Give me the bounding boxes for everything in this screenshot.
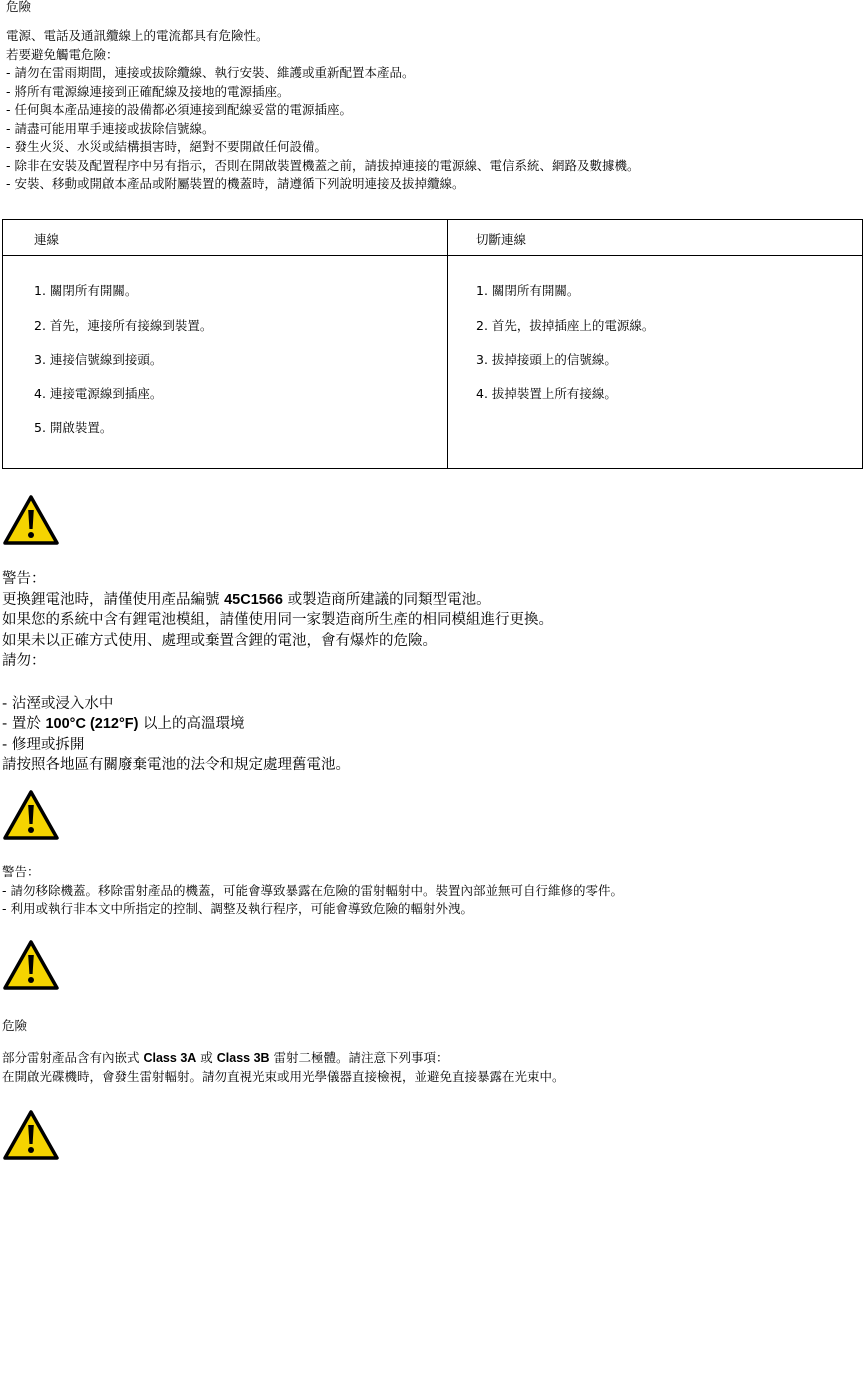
danger-line: - 任何與本產品連接的設備都必須連接到配線妥當的電源插座。 — [6, 102, 352, 117]
warning-triangle-icon — [2, 939, 60, 991]
laser-caution-title: 警告： — [2, 864, 40, 879]
battery-caution-title: 警告： — [2, 571, 46, 587]
danger-line: - 安裝、移動或開啟本產品或附屬裝置的機蓋時，請遵循下列說明連接及拔掉纜線。 — [6, 176, 465, 191]
battery-line: 請按照各地區有關廢棄電池的法令和規定處理舊電池。 — [2, 757, 350, 773]
laser-caution-line: - 利用或執行非本文中所指定的控制、調整及執行程序，可能會導致危險的輻射外洩。 — [2, 901, 473, 916]
connect-step: 2. 首先，連接所有接線到裝置。 — [34, 318, 213, 333]
battery-item — [2, 714, 553, 735]
danger-line: - 請勿在雷雨期間，連接或拔除纜線、執行安裝、維護或重新配置本產品。 — [6, 65, 415, 80]
connect-step: 3. 連接信號線到接頭。 — [34, 352, 163, 367]
battery-item: - 沾溼或浸入水中 — [2, 695, 114, 712]
battery-item-text: - 置於 — [2, 716, 46, 732]
danger-text — [6, 27, 640, 194]
laser-class-3b: Class 3B — [216, 1051, 270, 1065]
cable-table — [2, 219, 863, 469]
connect-step: 1. 關閉所有開關。 — [34, 283, 138, 298]
danger-line: - 除非在安裝及配置程序中另有指示，否則在開啟裝置機蓋之前，請拔掉連接的電源線、電信系統、網路及數據機。 — [6, 157, 640, 173]
danger-line: - 將所有電源線連接到正確配線及接地的電源插座。 — [6, 83, 290, 99]
battery-line — [2, 590, 553, 611]
laser-danger-text — [2, 1049, 565, 1086]
battery-line: 如果您的系統中含有鋰電池模組，請僅使用同一家製造商所生產的相同模組進行更換。 — [2, 612, 553, 628]
table-column-divider — [447, 220, 448, 468]
battery-item-text: 以上的高溫環境 — [138, 716, 245, 732]
temperature-limit: 100°C (212°F) — [45, 716, 139, 732]
battery-line: 請勿： — [2, 653, 46, 669]
danger-line: - 發生火災、水災或結構損害時，絕對不要開啟任何設備。 — [6, 139, 327, 154]
connect-header: 連線 — [34, 232, 60, 247]
laser-danger-text-part: 雷射二極體。請注意下列事項： — [269, 1050, 449, 1065]
warning-triangle-icon — [2, 789, 60, 841]
warning-triangle-icon — [2, 494, 60, 546]
warning-triangle-icon — [2, 1109, 60, 1161]
table-header-divider — [3, 255, 862, 256]
laser-danger-title: 危險 — [2, 1018, 28, 1033]
laser-danger-text-part: 部分雷射產品含有內嵌式 — [2, 1050, 144, 1065]
laser-danger-line: 在開啟光碟機時，會發生雷射輻射。請勿直視光束或用光學儀器直接檢視，並避免直接暴露在光束中。 — [2, 1068, 565, 1084]
battery-line: 如果未以正確方式使用、處理或棄置含鋰的電池，會有爆炸的危險。 — [2, 632, 437, 649]
battery-item: - 修理或拆開 — [2, 736, 85, 753]
disconnect-step: 4. 拔掉裝置上所有接線。 — [476, 386, 617, 401]
battery-caution — [2, 569, 553, 776]
battery-line-text: 更換鋰電池時，請僅使用產品編號 — [2, 591, 225, 608]
part-number: 45C1566 — [224, 591, 283, 608]
disconnect-step: 3. 拔掉接頭上的信號線。 — [476, 352, 617, 367]
connect-step: 4. 連接電源線到插座。 — [34, 386, 163, 401]
connect-step: 5. 開啟裝置。 — [34, 420, 113, 435]
laser-danger-line — [2, 1049, 565, 1068]
disconnect-step: 2. 首先，拔掉插座上的電源線。 — [476, 318, 655, 333]
battery-line-text: 或製造商所建議的同類型電池。 — [282, 591, 491, 608]
danger-title: 危險 — [6, 0, 32, 14]
laser-caution-line: - 請勿移除機蓋。移除雷射產品的機蓋，可能會導致暴露在危險的雷射輻射中。裝置內部並無可自行維修的零件。 — [2, 882, 623, 898]
danger-line: - 請盡可能用單手連接或拔除信號線。 — [6, 120, 215, 136]
danger-line: 若要避免觸電危險： — [6, 46, 119, 62]
laser-class-3a: Class 3A — [143, 1051, 197, 1065]
disconnect-step: 1. 關閉所有開關。 — [476, 283, 580, 298]
danger-line: 電源、電話及通訊纜線上的電流都具有危險性。 — [6, 28, 269, 43]
laser-danger-text-part: 或 — [196, 1050, 217, 1065]
disconnect-header: 切斷連線 — [476, 232, 527, 247]
laser-caution — [2, 863, 623, 919]
